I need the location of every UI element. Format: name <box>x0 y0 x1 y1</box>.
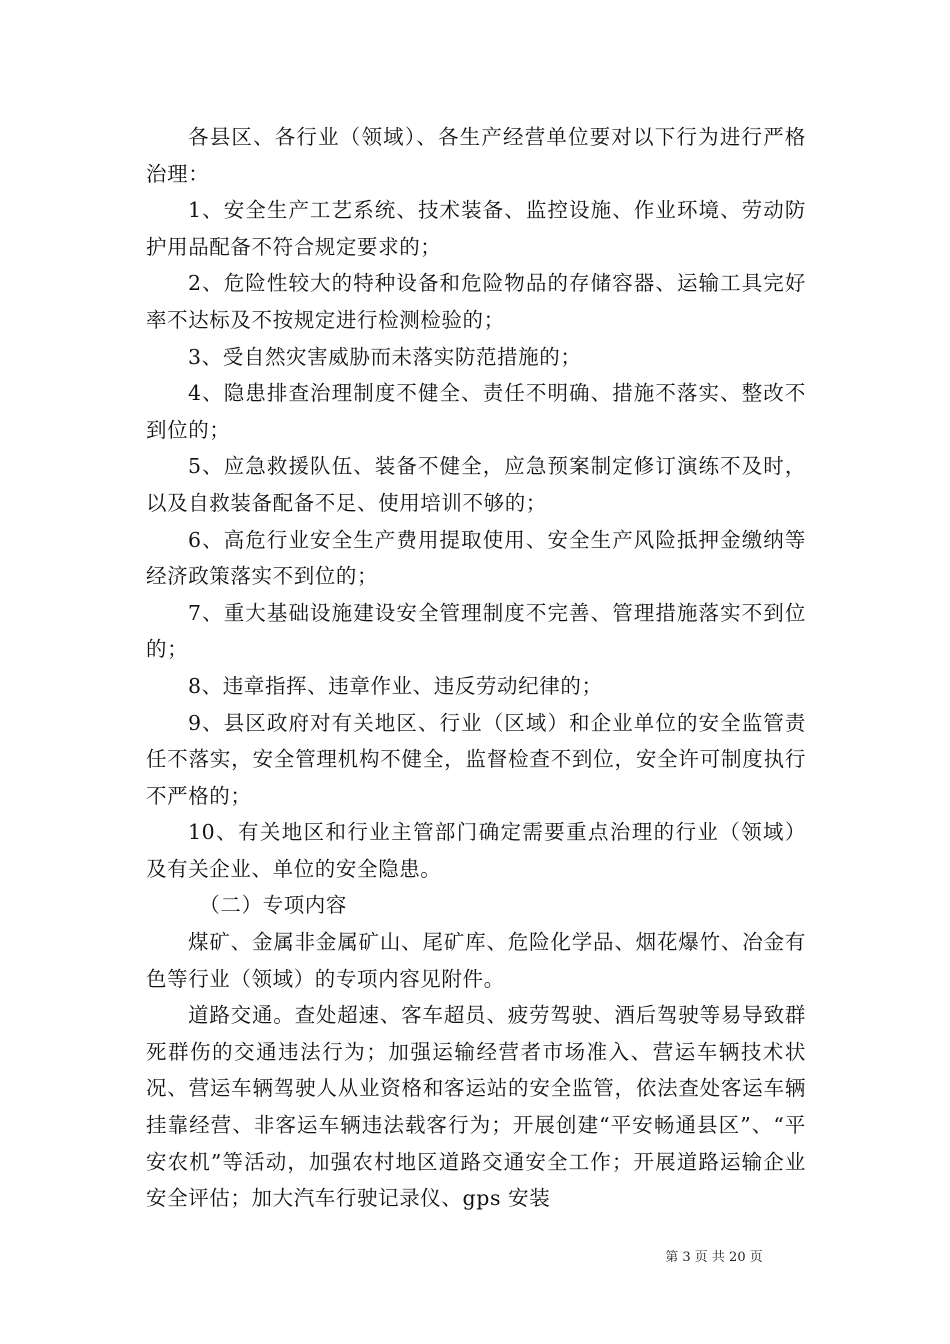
list-item-4: 4、隐患排查治理制度不健全、责任不明确、措施不落实、整改不到位的； <box>146 381 806 442</box>
section-heading: （二）专项内容 <box>199 893 347 918</box>
list-item-3: 3、受自然灾害威胁而未落实防范措施的； <box>188 344 582 369</box>
list-item-10: 10、有关地区和行业主管部门确定需要重点治理的行业（领域）及有关企业、单位的安全隐患。 <box>146 820 806 881</box>
road-traffic-paragraph: 道路交通。查处超速、客车超员、疲劳驾驶、酒后驾驶等易导致群死群伤的交通违法行为；加强运输经营者市场准入、营运车辆技术状况、营运车辆驾驶人从业资格和客运站的安全监管，依法查处客运车辆挂靠经营、非客运车辆违法载客行为；开展创建“平安畅通县区”、“平安农机”等活动，加强农村地区道路交通安全工作；开展道路运输企业安全评估；加大汽车行驶记录仪、gps 安装 <box>146 1003 806 1211</box>
list-item-7: 7、重大基础设施建设安全管理制度不完善、管理措施落实不到位的； <box>146 600 806 662</box>
list-item-6: 6、高危行业安全生产费用提取使用、安全生产风险抵押金缴纳等经济政策落实不到位的； <box>146 527 806 589</box>
list-item-5: 5、应急救援队伍、装备不健全，应急预案制定修订演练不及时，以及自救装备配备不足、使用培训不够的； <box>146 454 806 515</box>
list-item-8: 8、违章指挥、违章作业、违反劳动纪律的； <box>188 673 603 698</box>
list-item-9: 9、县区政府对有关地区、行业（区域）和企业单位的安全监管责任不落实，安全管理机构不健全，监督检查不到位，安全许可制度执行不严格的； <box>146 710 806 808</box>
list-item-2: 2、危险性较大的特种设备和危险物品的存储容器、运输工具完好率不达标及不按规定进行检测检验的； <box>146 271 806 332</box>
special-content-paragraph: 煤矿、金属非金属矿山、尾矿库、危险化学品、烟花爆竹、冶金有色等行业（领域）的专项内容见附件。 <box>146 930 806 991</box>
list-item-1: 1、安全生产工艺系统、技术装备、监控设施、作业环境、劳动防护用品配备不符合规定要求的； <box>146 198 806 259</box>
page-footer <box>0 1249 950 1267</box>
page-number: 第 3 页 共 20 页 <box>665 1250 763 1265</box>
intro-paragraph: 各县区、各行业（领域）、各生产经营单位要对以下行为进行严格治理： <box>146 125 806 186</box>
document-body <box>146 119 806 1217</box>
